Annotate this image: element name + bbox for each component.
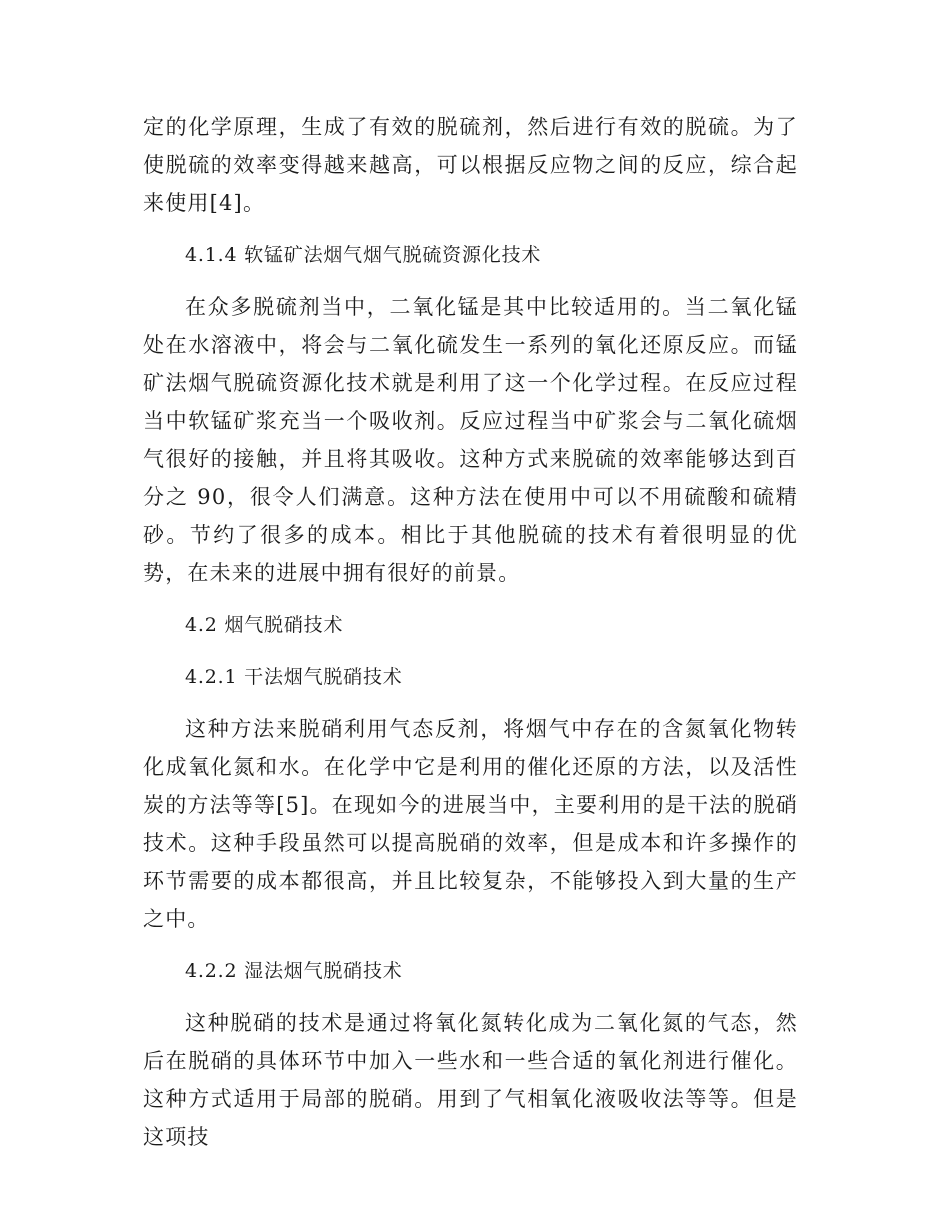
paragraph-4-1-4: 在众多脱硫剂当中，二氧化锰是其中比较适用的。当二氧化锰处在水溶液中，将会与二氧化硫发生一系列的氧化还原反应。而锰矿法烟气脱硫资源化技术就是利用了这一个化学过程。在反应过程当中软锰矿浆充当一个吸收剂。反应过程当中矿浆会与二氧化硫烟气很好的接触，并且将其吸收。这种方式来脱硫的效率能够达到百分之 90，很令人们满意。这种方法在使用中可以不用硫酸和硫精砂。节约了很多的成本。相比于其他脱硫的技术有着很明显的优势，在未来的进展中拥有很好的前景。 <box>143 295 798 585</box>
paragraph-4-2-1: 这种方法来脱硝利用气态反剂，将烟气中存在的含氮氧化物转化成氧化氮和水。在化学中它是利用的催化还原的方法，以及活性炭的方法等等[5]。在现如今的进展当中，主要利用的是干法的脱硝技术。这种手段虽然可以提高脱硝的效率，但是成本和许多操作的环节需要的成本都很高，并且比较复杂，不能够投入到大量的生产之中。 <box>143 717 798 931</box>
section-heading-4-2-1: 4.2.1 干法烟气脱硝技术 <box>185 666 403 688</box>
section-heading-4-1-4: 4.1.4 软锰矿法烟气烟气脱硫资源化技术 <box>185 244 542 266</box>
intro-paragraph: 定的化学原理，生成了有效的脱硫剂，然后进行有效的脱硫。为了使脱硫的效率变得越来越高，可以根据反应物之间的反应，综合起来使用[4]。 <box>143 115 798 215</box>
section-heading-4-2-2: 4.2.2 湿法烟气脱硝技术 <box>185 960 403 982</box>
document-body <box>143 108 798 1156</box>
paragraph-4-2-2: 这种脱硝的技术是通过将氧化氮转化成为二氧化氮的气态，然后在脱硝的具体环节中加入一些水和一些合适的氧化剂进行催化。这种方式适用于局部的脱硝。用到了气相氧化液吸收法等等。但是这项技 <box>143 1011 798 1149</box>
section-heading-4-2: 4.2 烟气脱硝技术 <box>185 614 344 636</box>
